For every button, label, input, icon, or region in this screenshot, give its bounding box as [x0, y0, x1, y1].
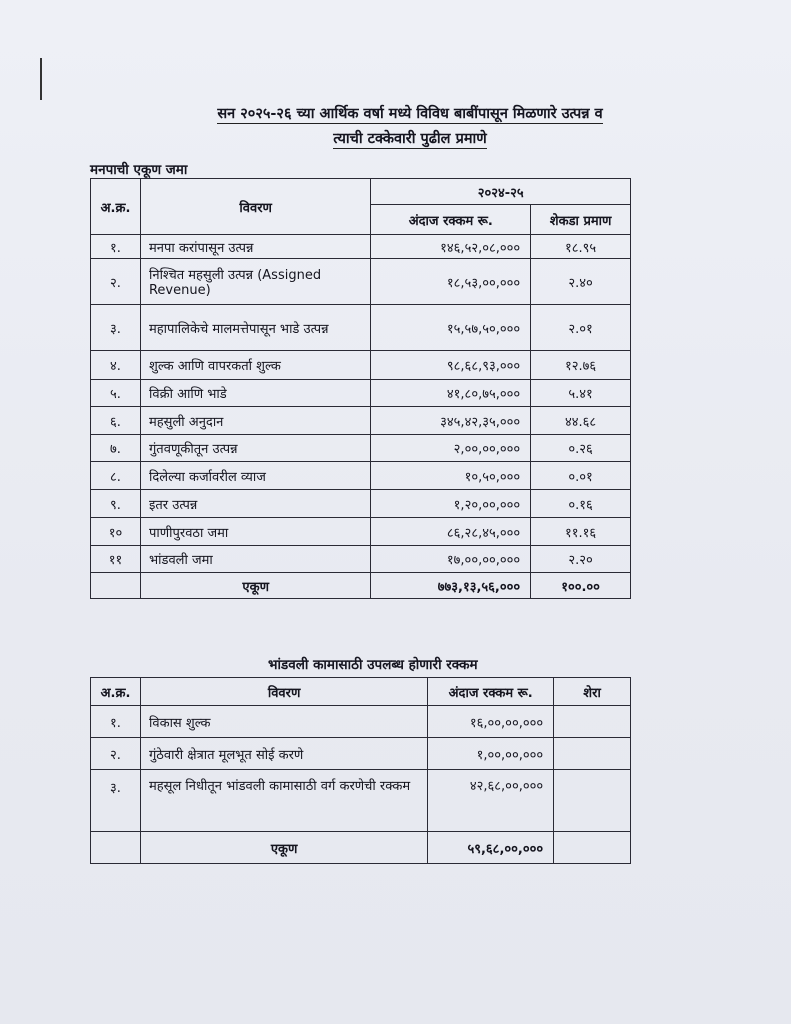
table-row: [91, 305, 631, 351]
row-remarks: [554, 738, 631, 770]
row-sno: १०: [91, 518, 141, 546]
title-line-2: त्याची टक्केवारी पुढील प्रमाणे: [333, 131, 487, 147]
row-desc: दिलेल्या कर्जावरील व्याज: [140, 462, 370, 490]
margin-mark: [40, 58, 42, 100]
title-line-1: सन २०२५-२६ च्या आर्थिक वर्षा मध्ये विविध बाबींपासून मिळणारे उत्पन्न व: [217, 106, 603, 122]
total-row: [91, 573, 631, 599]
row-percent: ११.१६: [531, 518, 631, 546]
row-sno: ११: [91, 546, 141, 573]
row-desc: पाणीपुरवठा जमा: [140, 518, 370, 546]
row-amount: ९८,६८,९३,०००: [371, 351, 531, 380]
row-desc: महसुली अनुदान: [140, 407, 370, 435]
table-row: [91, 435, 631, 462]
row-amount: ४२,६८,००,०००: [428, 770, 554, 832]
header-sno: अ.क्र.: [91, 678, 141, 706]
row-percent: ०.२६: [531, 435, 631, 462]
row-remarks: [554, 770, 631, 832]
row-desc: विक्री आणि भाडे: [140, 380, 370, 407]
table-row: [91, 738, 631, 770]
row-percent: ०.०१: [531, 462, 631, 490]
table-row: [91, 490, 631, 518]
row-percent: ०.१६: [531, 490, 631, 518]
row-percent: २.४०: [531, 259, 631, 305]
row-amount: ४१,८०,७५,०००: [371, 380, 531, 407]
row-percent: १२.७६: [531, 351, 631, 380]
total-percent: १००.००: [531, 573, 631, 599]
table-row: [91, 706, 631, 738]
row-amount: ८६,२८,४५,०००: [371, 518, 531, 546]
row-amount: १८,५३,००,०००: [371, 259, 531, 305]
total-label: एकूण: [140, 573, 370, 599]
row-desc: महसूल निधीतून भांडवली कामासाठी वर्ग करणेची रक्कम: [140, 770, 427, 832]
total-row: [91, 832, 631, 864]
row-percent: २.०१: [531, 305, 631, 351]
header-amount: अंदाज रक्कम रू.: [371, 205, 531, 235]
row-desc: इतर उत्पन्न: [140, 490, 370, 518]
total-label: एकूण: [140, 832, 427, 864]
income-table: [90, 178, 631, 599]
row-sno: ४.: [91, 351, 141, 380]
header-desc: विवरण: [140, 678, 427, 706]
row-sno: १.: [91, 706, 141, 738]
row-percent: ५.४१: [531, 380, 631, 407]
table-row: [91, 518, 631, 546]
row-remarks: [554, 706, 631, 738]
row-amount: १,००,००,०००: [428, 738, 554, 770]
total-amount: ७७३,१३,५६,०००: [371, 573, 531, 599]
row-desc: शुल्क आणि वापरकर्ता शुल्क: [140, 351, 370, 380]
row-amount: १,२०,००,०००: [371, 490, 531, 518]
row-sno: ८.: [91, 462, 141, 490]
row-desc: गुंतवणूकीतून उत्पन्न: [140, 435, 370, 462]
row-desc: निश्चित महसुली उत्पन्न (Assigned Revenue): [140, 259, 370, 305]
row-percent: २.२०: [531, 546, 631, 573]
row-sno: ६.: [91, 407, 141, 435]
row-sno: २.: [91, 738, 141, 770]
row-desc: गुंठेवारी क्षेत्रात मूलभूत सोई करणे: [140, 738, 427, 770]
row-amount: ३४५,४२,३५,०००: [371, 407, 531, 435]
capital-works-table: [90, 677, 631, 864]
row-percent: ४४.६८: [531, 407, 631, 435]
row-desc: महापालिकेचे मालमत्तेपासून भाडे उत्पन्न: [140, 305, 370, 351]
table-row: [91, 546, 631, 573]
total-amount: ५९,६८,००,०००: [428, 832, 554, 864]
row-sno: ३.: [91, 305, 141, 351]
table-row: [91, 770, 631, 832]
header-desc: विवरण: [140, 179, 370, 235]
row-percent: १८.९५: [531, 235, 631, 259]
table-row: [91, 462, 631, 490]
table-row: [91, 235, 631, 259]
row-amount: १०,५०,०००: [371, 462, 531, 490]
row-sno: ९.: [91, 490, 141, 518]
table-row: [91, 407, 631, 435]
table1-caption: मनपाची एकूण जमा: [90, 162, 188, 178]
row-amount: १६,००,००,०००: [428, 706, 554, 738]
table-row: [91, 259, 631, 305]
table-row: [91, 380, 631, 407]
header-sno: अ.क्र.: [91, 179, 141, 235]
header-percent: शेकडा प्रमाण: [531, 205, 631, 235]
row-desc: विकास शुल्क: [140, 706, 427, 738]
header-amount: अंदाज रक्कम रू.: [428, 678, 554, 706]
row-sno: ५.: [91, 380, 141, 407]
row-desc: मनपा करांपासून उत्पन्न: [140, 235, 370, 259]
row-sno: ७.: [91, 435, 141, 462]
header-remarks: शेरा: [554, 678, 631, 706]
table2-caption: भांडवली कामासाठी उपलब्ध होणारी रक्कम: [268, 657, 478, 673]
table-row: [91, 351, 631, 380]
row-sno: ३.: [91, 770, 141, 832]
row-sno: १.: [91, 235, 141, 259]
row-desc: भांडवली जमा: [140, 546, 370, 573]
row-amount: १७,००,००,०००: [371, 546, 531, 573]
row-amount: २,००,००,०००: [371, 435, 531, 462]
row-sno: २.: [91, 259, 141, 305]
header-year: २०२४-२५: [371, 179, 631, 205]
row-amount: १४६,५२,०८,०००: [371, 235, 531, 259]
row-amount: १५,५७,५०,०००: [371, 305, 531, 351]
